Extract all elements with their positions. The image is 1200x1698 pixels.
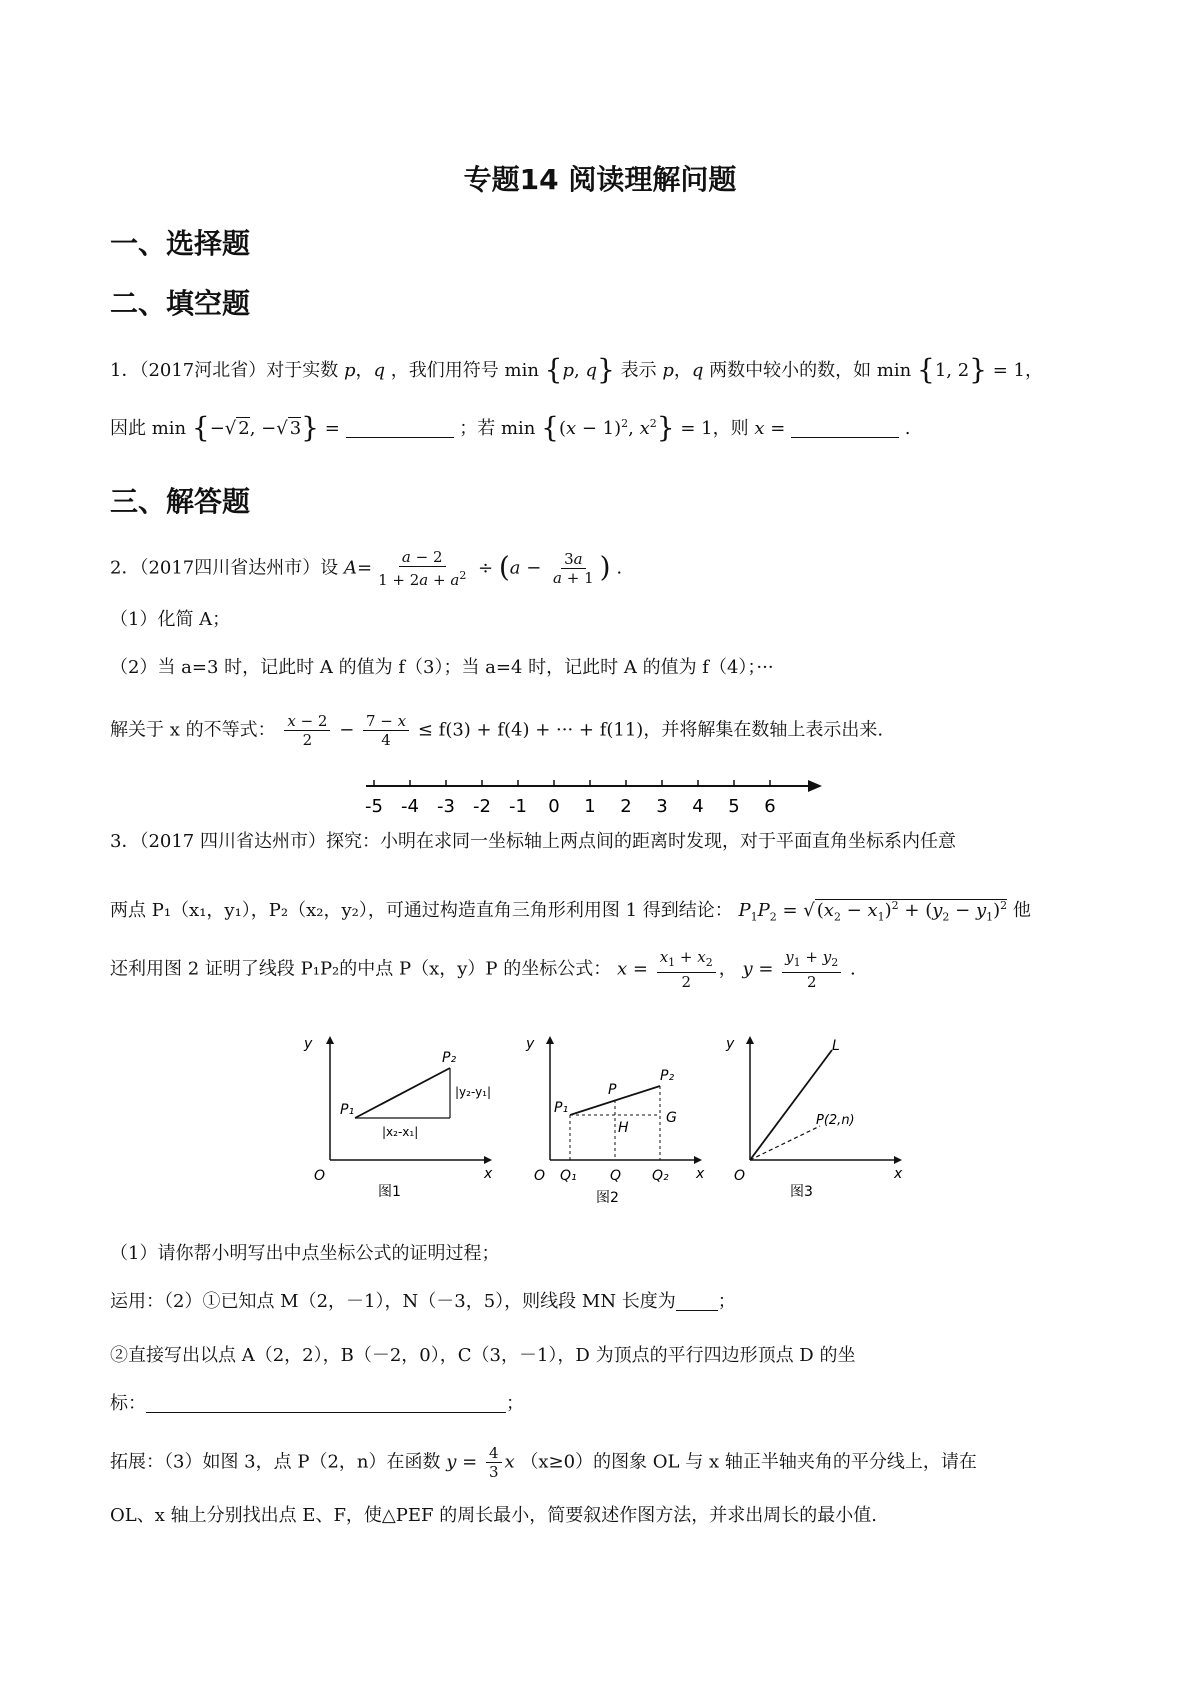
q3-text-a: 两点 P₁（x₁，y₁），P₂（x₂，y₂），可通过构造直角三角形利用图 1 得到结论： (110, 900, 733, 921)
q3-text-j: （x≥0）的图象 OL 与 x 轴正半轴夹角的平分线上，请在 (520, 1451, 977, 1473)
fig1-y-label: y (304, 1036, 313, 1052)
section-heading-fill-blank: 二、填空题 (110, 287, 251, 320)
fig1-dy-label: |y₂-y₁| (455, 1085, 492, 1099)
number-line-label: -4 (401, 796, 419, 817)
fig2-g-label: G (666, 1110, 677, 1126)
q3-fraction-slope: $\frac{4}{3}$ (486, 1444, 502, 1481)
number-line-label: 0 (548, 796, 560, 817)
q2-text-d: ≤ f(3) + f(4) + ··· + f(11)，并将解集在数轴上表示出来. (417, 719, 884, 741)
q1-text-h: = 1，则 (680, 418, 749, 439)
q2-line1: 2．（2017四川省达州市）设 A= $\frac{a - 2}{1 + 2a + a^2}$ ÷ (a − $\frac{3a}{a + 1}$ ) . (110, 548, 623, 589)
q2-text-c: 解关于 x 的不等式： (110, 719, 276, 741)
fig2-p-label: P (608, 1082, 617, 1098)
q3-part4 (110, 1390, 524, 1418)
fig1-dx-label: |x₂-x₁| (382, 1125, 419, 1139)
q3-fraction-y: $\frac{y_1 + y_2}{2}$ (782, 948, 841, 991)
q2-fraction-4: $\frac{7 - x}{4}$ (363, 712, 409, 749)
q2-text-a: 2．（2017四川省达州市）设 (110, 557, 339, 579)
q3-line1: 3．（2017 四川省达州市）探究：小明在求同一坐标轴上两点间的距离时发现，对于平面直角坐标系内任意 (110, 831, 956, 852)
q1-answer-blank-2[interactable] (791, 419, 899, 438)
fig2-q1-label: Q₁ (560, 1168, 577, 1184)
q3-part5: 拓展：（3）如图 3，点 P（2，n）在函数 y = $\frac{4}{3}$ x （x≥0）的图象 OL 与 x 轴正半轴夹角的平分线上，请在 (110, 1444, 977, 1481)
q3-text-b: 他 (1012, 900, 1031, 921)
number-line-label: -3 (437, 796, 455, 817)
fig2-y-label: y (526, 1036, 535, 1052)
number-line-arrow-icon (808, 780, 822, 792)
q1-text-d: 两数中较小的数，如 min (709, 360, 912, 381)
q1-line2: 因此 min {−√ 2, −√ 3} = ；若 $\min \{(x - 1)^2$, $x^2\} = 1$，则 x = . (110, 411, 911, 444)
q3-line2: 两点 P₁（x₁，y₁），P₂（x₂，y₂），可通过构造直角三角形利用图 1 得到结论： $P_1P_2$ = √ $(x_2 - x_1)^2 + (y_2 - y_1)^2$ 他 (110, 899, 1031, 924)
q3-text-f: ； (717, 1291, 736, 1312)
number-line-label: -5 (365, 796, 383, 817)
q3-text-i: 拓展：（3）如图 3，点 P（2，n）在函数 (110, 1451, 441, 1473)
q2-text-b: . (616, 557, 623, 579)
fig3-x-label: x (894, 1166, 903, 1182)
q2-fraction-1: $\frac{a - 2}{1 + 2a + a^2}$ (378, 548, 467, 589)
q1-text-g: ；若 min (459, 418, 536, 439)
q1-line1: 1．（2017河北省）对于实数 p，q ，我们用符号 min {p, q} 表示 p，q 两数中较小的数，如 min {1, 2} = 1， (110, 353, 1043, 386)
number-line-label: 4 (692, 796, 704, 817)
q1-text-e: = 1， (992, 360, 1043, 381)
q1-text-f: 因此 min (110, 418, 187, 439)
fig3-y-label: y (726, 1036, 735, 1052)
q3-part6: OL、x 轴上分别找出点 E、F，使△PEF 的周长最小，简要叙述作图方法，并求出周长的最小值. (110, 1505, 877, 1526)
q2-part2: （2）当 a=3 时，记此时 A 的值为 f（3）；当 a=4 时，记此时 A 的值为 f（4）；··· (110, 657, 774, 678)
figure-2 (520, 1030, 710, 1210)
fig2-p2-label: P₂ (660, 1068, 675, 1084)
number-line-label: 1 (584, 796, 596, 817)
q3-answer-blank-2[interactable] (146, 1394, 506, 1413)
q3-part1: （1）请你帮小明写出中点坐标公式的证明过程； (110, 1243, 500, 1264)
q1-answer-blank-1[interactable] (346, 419, 454, 438)
fig2-p1-label: P₁ (554, 1100, 569, 1116)
number-line (360, 768, 830, 828)
page-title: 专题14 阅读理解问题 (463, 163, 737, 196)
q1-text-i: . (904, 418, 911, 439)
fig2-caption: 图2 (596, 1190, 619, 1206)
q1-text-a: 1．（2017河北省）对于实数 (110, 360, 339, 381)
section-heading-solution: 三、解答题 (110, 485, 251, 518)
fig3-l-label: L (832, 1038, 840, 1054)
fig1-p1-label: P₁ (340, 1102, 355, 1118)
q1-text-c: 表示 (620, 360, 657, 381)
figure-3 (720, 1030, 910, 1200)
q2-inequality-line: 解关于 x 的不等式： $\frac{x - 2}{2}$ − $\frac{7 - x}{4}$ ≤ f(3) + f(4) + ··· + f(11)，并将解集在数轴上表示出来. (110, 712, 884, 749)
fig2-origin-label: O (534, 1168, 546, 1184)
number-line-label: 6 (764, 796, 776, 817)
q3-text-g: 标： (110, 1393, 146, 1414)
fig3-p-label: P(2,n) (816, 1113, 855, 1128)
fig3-origin-label: O (734, 1168, 746, 1184)
fig1-p2-label: P₂ (442, 1050, 457, 1066)
number-line-label: 2 (620, 796, 632, 817)
q3-part3: ②直接写出以点 A（2，2），B（－2，0），C（3，－1），D 为顶点的平行四边形顶点 D 的坐 (110, 1345, 856, 1366)
number-line-label: 5 (728, 796, 740, 817)
fig1-x-label: x (484, 1166, 493, 1182)
q3-text-h: ； (506, 1393, 524, 1414)
q3-part2 (110, 1288, 736, 1316)
q3-line3: 还利用图 2 证明了线段 P₁P₂的中点 P（x，y）P 的坐标公式： x = $\frac{x_1 + x_2}{2}$ ， y = $\frac{y_1 + y_2}{2}$ . (110, 948, 856, 991)
q1-text-b: ，我们用符号 min (390, 360, 539, 381)
number-line-label: -2 (473, 796, 491, 817)
fig2-q-label: Q (610, 1168, 622, 1184)
fig3-caption: 图3 (790, 1184, 813, 1200)
fig2-q2-label: Q₂ (652, 1168, 669, 1184)
fig1-origin-label: O (314, 1168, 326, 1184)
q3-fraction-x: $\frac{x_1 + x_2}{2}$ (657, 948, 716, 991)
fig2-x-label: x (696, 1166, 705, 1182)
q3-text-c: 还利用图 2 证明了线段 P₁P₂的中点 P（x，y）P 的坐标公式： (110, 958, 612, 980)
q3-answer-blank-1[interactable] (676, 1292, 718, 1311)
q3-text-e: 运用：（2）①已知点 M（2，－1），N（－3，5），则线段 MN 长度为 (110, 1291, 676, 1312)
q3-text-d: . (849, 958, 856, 980)
number-line-label: -1 (509, 796, 527, 817)
figure-1 (300, 1030, 500, 1200)
section-heading-multiple-choice: 一、选择题 (110, 227, 251, 260)
q2-part1: （1）化简 A； (110, 609, 231, 630)
q2-fraction-2: $\frac{3a}{a + 1}$ (553, 550, 594, 587)
fig1-caption: 图1 (378, 1184, 401, 1200)
fig2-h-label: H (618, 1120, 629, 1136)
number-line-label: 3 (656, 796, 668, 817)
q2-fraction-3: $\frac{x - 2}{2}$ (284, 712, 330, 749)
